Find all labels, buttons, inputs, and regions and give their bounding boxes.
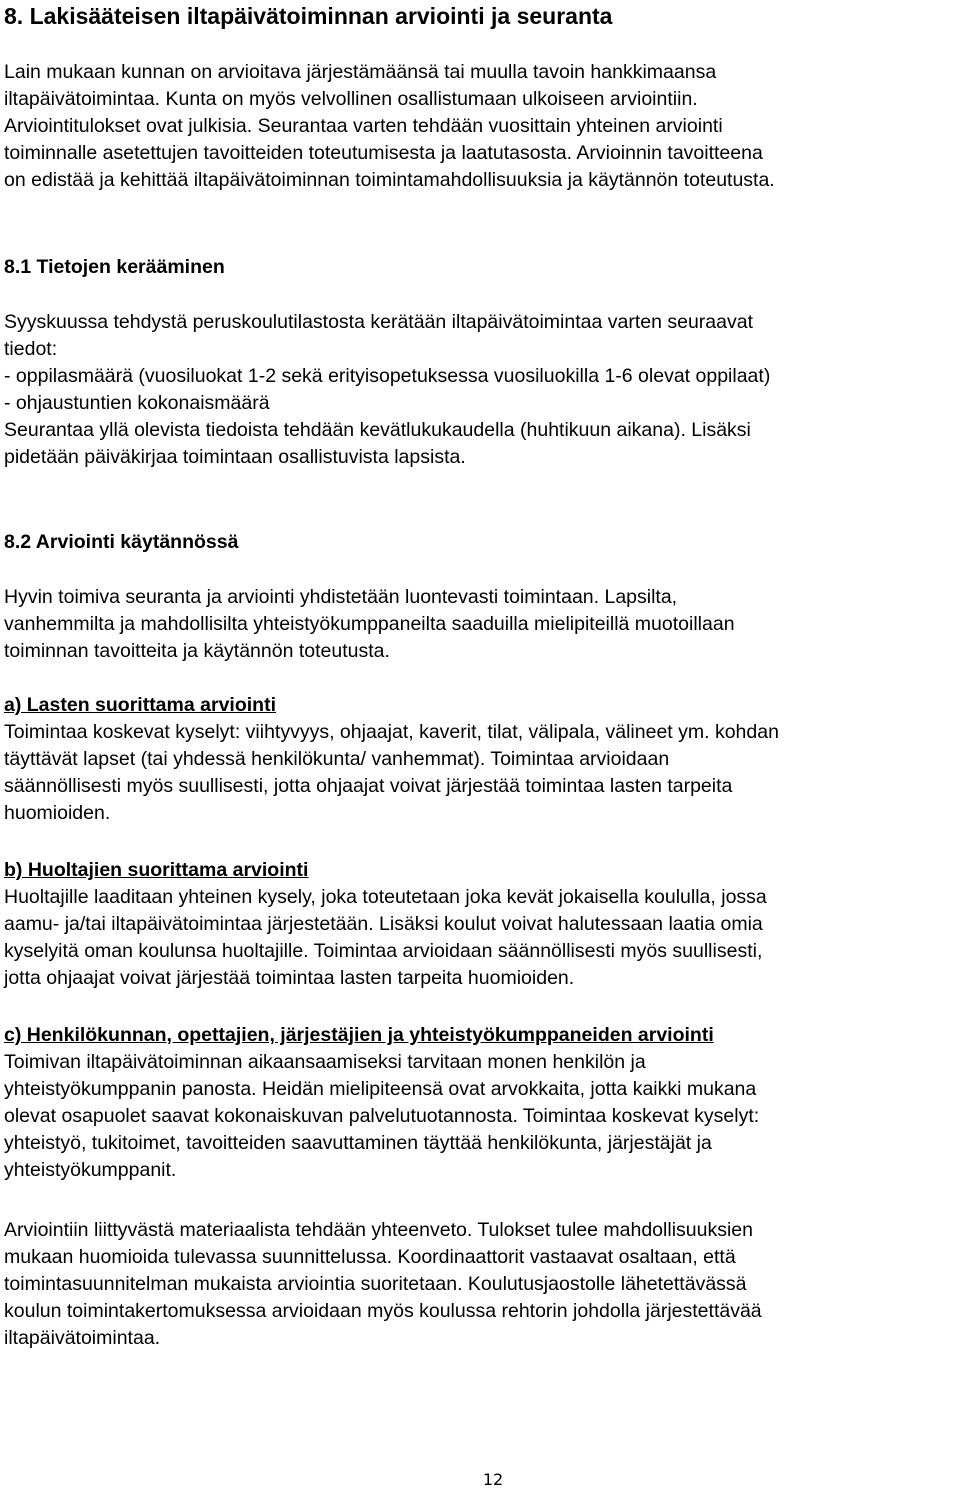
staff-evaluation-heading: c) Henkilökunnan, opettajien, järjestäjien ja yhteistyökumppaneiden arviointi [4,1024,714,1046]
text-line: toimintasuunnitelman mukaista arviointia suoritetaan. Koulutusjaostolle lähetettävässä [4,1273,747,1295]
children-evaluation-block [4,692,958,827]
text-line: Syyskuussa tehdystä peruskoulutilastosta kerätään iltapäivätoimintaa varten seuraavat [4,311,753,333]
text-line: tiedot: [4,338,58,360]
data-collection-paragraph [4,309,958,471]
text-line: kyselyitä oman koulunsa huoltajille. Toimintaa arvioidaan säännöllisesti myös suullisesti, [4,940,763,962]
text-line: koulun toimintakertomuksessa arvioidaan myös koulussa rehtorin johdolla järjestettävää [4,1300,762,1322]
list-item: - ohjaustuntien kokonaismäärä [4,392,270,414]
text-line: vanhemmilta ja mahdollisilta yhteistyökumppaneilta saaduilla mielipiteillä muotoillaan [4,613,735,635]
text-line: Toimivan iltapäivätoiminnan aikaansaamiseksi tarvitaan monen henkilön ja [4,1051,646,1073]
text-line: Hyvin toimiva seuranta ja arviointi yhdistetään luontevasti toimintaan. Lapsilta, [4,586,678,608]
text-line: toiminnalle asetettujen tavoitteiden toteutumisesta ja laatutasosta. Arvioinnin tavoitteena [4,142,763,164]
subsection-heading-8-1: 8.1 Tietojen kerääminen [4,256,225,278]
text-line: iltapäivätoimintaa. Kunta on myös velvollinen osallistumaan ulkoiseen arviointiin. [4,88,698,110]
section-title: 8. Lakisääteisen iltapäivätoiminnan arviointi ja seuranta [4,3,613,29]
text-line: Arviointitulokset ovat julkisia. Seurantaa varten tehdään vuosittain yhteinen arviointi [4,115,723,137]
text-line: aamu- ja/tai iltapäivätoimintaa järjestetään. Lisäksi koulut voivat halutessaan laatia omia [4,913,763,935]
text-line: iltapäivätoimintaa. [4,1327,161,1349]
text-line: Arviointiin liittyvästä materiaalista tehdään yhteenveto. Tulokset tulee mahdollisuuksien [4,1219,753,1241]
page-number: 12 [482,1470,504,1489]
intro-paragraph [4,59,958,194]
text-line: yhteistyö, tukitoimet, tavoitteiden saavuttaminen täyttää henkilökunta, järjestäjät ja [4,1132,712,1154]
text-line: Toimintaa koskevat kyselyt: viihtyvyys, ohjaajat, kaverit, tilat, välipala, välineet ym. kohdan [4,721,779,743]
subsection-heading-8-2: 8.2 Arviointi käytännössä [4,531,239,553]
text-line: on edistää ja kehittää iltapäivätoiminnan toimintamahdollisuuksia ja käytännön toteutusta. [4,169,775,191]
evaluation-intro-paragraph [4,584,958,665]
text-line: huomioiden. [4,802,111,824]
text-line: mukaan huomioida tulevassa suunnittelussa. Koordinaattorit vastaavat osaltaan, että [4,1246,736,1268]
text-line: pidetään päiväkirjaa toimintaan osallistuvista lapsista. [4,446,466,468]
text-line: täyttävät lapset (tai yhdessä henkilökunta/ vanhemmat). Toimintaa arvioidaan [4,748,670,770]
closing-paragraph [4,1217,958,1352]
text-line: toiminnan tavoitteita ja käytännön toteutusta. [4,640,390,662]
text-line: Seurantaa yllä olevista tiedoista tehdään kevätlukukaudella (huhtikuun aikana). Lisäksi [4,419,751,441]
text-line: olevat osapuolet saavat kokonaiskuvan palvelutuotannosta. Toimintaa koskevat kyselyt: [4,1105,760,1127]
text-line: Huoltajille laaditaan yhteinen kysely, joka toteutetaan joka kevät jokaisella koululla, jossa [4,886,767,908]
text-line: Lain mukaan kunnan on arvioitava järjestämäänsä tai muulla tavoin hankkimaansa [4,61,717,83]
text-line: säännöllisesti myös suullisesti, jotta ohjaajat voivat järjestää toimintaa lasten tarpeita [4,775,733,797]
guardians-evaluation-heading: b) Huoltajien suorittama arviointi [4,859,309,881]
text-line: yhteistyökumppanin panosta. Heidän mielipiteensä ovat arvokkaita, jotta kaikki mukana [4,1078,757,1100]
text-line: yhteistyökumppanit. [4,1159,177,1181]
list-item: - oppilasmäärä (vuosiluokat 1-2 sekä erityisopetuksessa vuosiluokilla 1-6 olevat oppilaat) [4,365,771,387]
children-evaluation-heading: a) Lasten suorittama arviointi [4,694,276,716]
staff-evaluation-block [4,1022,958,1184]
text-line: jotta ohjaajat voivat järjestää toimintaa lasten tarpeita huomioiden. [4,967,575,989]
guardians-evaluation-block [4,857,958,992]
